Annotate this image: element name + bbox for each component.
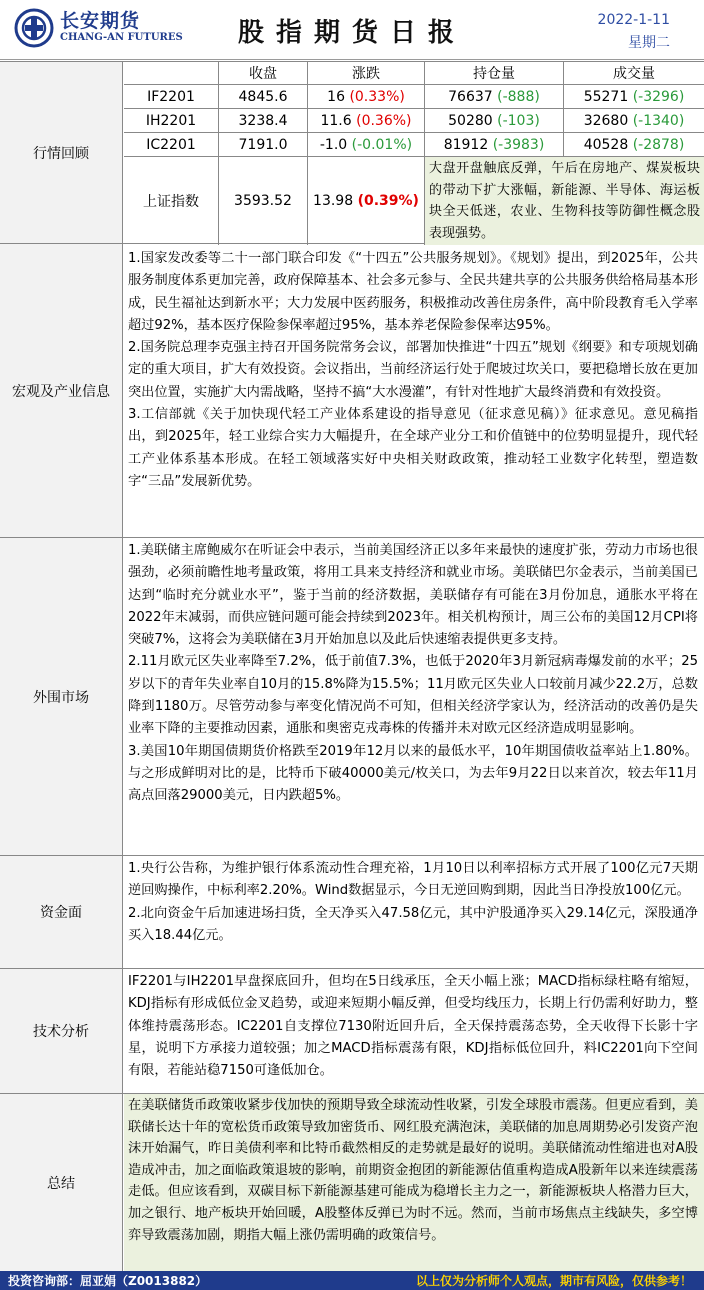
close-value: 4845.6 — [219, 85, 308, 109]
paragraph: 2.国务院总理李克强主持召开国务院常务会议，部署加快推进“十四五”规划《纲要》和专项规划确定的重大项目，扩大有效投资。会议指出，当前经济运行处于爬坡过坎关口，要把稳增长放在更加突出位置，实施扩大内需战略，坚持不搞“大水漫灌”，有针对性地扩大最终消费和有效投资。 — [128, 340, 698, 400]
section-label: 技术分析 — [0, 969, 123, 1093]
paragraph: 1.美联储主席鲍威尔在听证会中表示，当前美国经济正以多年来最快的速度扩张，劳动力市场也很强劲，必须前瞻性地考量政策，将用工具来支持经济和就业市场。美联储巴尔金表示，当前美国已达到“临时充分就业水平”，鉴于当前的经济数据，美联储存有可能在3月份加息，通胀水平将在2022年末减弱，而供应链问题可能会持续到2023年。相关机构预计，周三公布的美国12月CPI将突破7%，这将会为美联储在3月开始加息以及此后快速缩表提供更多支持。 — [128, 543, 698, 648]
report-weekday: 星期二 — [628, 35, 670, 51]
paragraph: 3.工信部就《关于加快现代轻工产业体系建设的指导意见（征求意见稿）》征求意见。意见稿指出，到2025年，轻工业综合实力大幅提升，在全球产业分工和价值链中的位势明显提升，现代轻工产业体系基本形成。在轻工领域落实好中央相关财政政策，推动轻工业数字化转型，塑造数字“三品”发展新优势。 — [128, 407, 698, 489]
report-date: 2022-1-11 — [597, 12, 670, 28]
contract-name: IH2201 — [124, 109, 219, 133]
report-title: 股指期货日报 — [237, 18, 466, 48]
index-change-cell — [308, 157, 425, 245]
column-header-oi: 持仓量 — [425, 62, 564, 85]
section-label: 资金面 — [0, 856, 123, 968]
paragraph: IF2201与IH2201早盘探底回升，但均在5日线承压，全天小幅上涨；MACD指标绿柱略有缩短，KDJ指标有形成低位金叉趋势，或迎来短期小幅反弹，但受均线压力，长期上行仍需利好助力，整体维持震荡形态。IC2201自支撑位7130附近回升后，全天保持震荡态势，全天收得下长影十字星，说明下方承接力道较强；加之MACD指标震荡有限，KDJ指标低位回升，料IC2201向下空间有限，若能站稳7150可逢低加仓。 — [128, 974, 698, 1079]
section-content — [124, 244, 704, 537]
volume-change: (-1340) — [632, 112, 685, 129]
section-content — [124, 538, 704, 855]
volume-value: 32680 — [583, 112, 629, 129]
section-content — [124, 969, 704, 1093]
change-value: 16 — [327, 88, 345, 105]
paragraph: 3.美国10年期国债期货价格跌至2019年12月以来的最低水平，10年期国债收益率站上1.80%。与之形成鲜明对比的是，比特币下破40000美元/枚关口，为去年9月22日以来首次，较去年11月高点回落29000美元，日内跌超5%。 — [128, 743, 698, 804]
contract-name: IC2201 — [124, 133, 219, 157]
section-overseas — [0, 538, 704, 856]
oi-change: (-103) — [497, 112, 540, 129]
section-funds — [0, 856, 704, 969]
volume-value: 55271 — [583, 88, 629, 105]
paragraph: 2.北向资金午后加速进场扫货，全天净买入47.58亿元，其中沪股通净买入29.14亿元，深股通净买入18.44亿元。 — [128, 905, 698, 943]
section-content — [124, 856, 704, 968]
company-logo-icon — [14, 8, 54, 48]
section-label: 外围市场 — [0, 538, 123, 855]
column-header-close: 收盘 — [219, 62, 308, 85]
section-summary — [0, 1094, 704, 1271]
market-table — [124, 62, 704, 245]
change-pct: (0.33%) — [349, 88, 405, 105]
analyst-info: 投资咨询部：屈亚娟（Z0013882） — [8, 1274, 208, 1288]
section-technical — [0, 969, 704, 1094]
paragraph: 1.国家发改委等二十一部门联合印发《“十四五”公共服务规划》。《规划》提出，到2025年，公共服务制度体系更加完善，政府保障基本、社会多元参与、全民共建共享的公共服务供给格局基本形成，民生福祉达到新水平；大力发展中医药服务，积极推动改善住房条件，高中阶段教育毛入学率超过92%，基本医疗保险参保率超过95%，基本养老保险参保率达95%。 — [128, 251, 698, 333]
volume-change: (-2878) — [632, 136, 685, 153]
section-label: 宏观及产业信息 — [0, 244, 123, 537]
close-value: 3238.4 — [219, 109, 308, 133]
oi-cell — [425, 109, 564, 133]
change-pct: (-0.01%) — [351, 136, 413, 153]
report-footer — [0, 1271, 704, 1290]
column-header-change: 涨跌 — [308, 62, 425, 85]
oi-cell — [425, 85, 564, 109]
change-pct: (0.36%) — [356, 112, 412, 129]
section-label: 总结 — [0, 1094, 123, 1271]
change-value: -1.0 — [319, 136, 348, 153]
company-name-en: CHANG-AN FUTURES — [60, 32, 183, 43]
index-change: 13.98 — [313, 193, 354, 209]
change-cell — [308, 109, 425, 133]
volume-cell — [564, 109, 704, 133]
paragraph: 2.11月欧元区失业率降至7.2%，低于前值7.3%，也低于2020年3月新冠病毒爆发前的水平；25岁以下的青年失业率自10月的15.8%降为15.5%；11月欧元区失业人口较前月减少22.2万，总数降到1180万。尽管劳动参与率变化情况尚不可知，但相关经济学家认为，经济活动的改善仍是失业率下降的主要推动因素，通胀和奥密克戎毒株的传播并未对欧元区经济造成明显影响。 — [128, 654, 698, 737]
section-content — [124, 1094, 704, 1271]
table-header-blank — [124, 62, 219, 85]
index-change-pct: (0.39%) — [357, 193, 419, 209]
volume-cell — [564, 85, 704, 109]
company-name-cn: 长安期货 — [60, 10, 141, 32]
volume-change: (-3296) — [632, 88, 685, 105]
oi-change: (-888) — [497, 88, 540, 105]
contract-name: IF2201 — [124, 85, 219, 109]
section-market-review — [0, 61, 704, 244]
close-value: 7191.0 — [219, 133, 308, 157]
volume-cell — [564, 133, 704, 157]
section-label: 行情回顾 — [0, 62, 123, 243]
volume-value: 40528 — [583, 136, 629, 153]
change-value: 11.6 — [320, 112, 352, 129]
market-comment: 大盘开盘触底反弹，午后在房地产、煤炭板块的带动下扩大涨幅，新能源、半导体、海运板块全天低迷，农业、生物科技等防御性概念股表现强势。 — [425, 157, 704, 245]
oi-change: (-3983) — [492, 136, 545, 153]
oi-cell — [425, 133, 564, 157]
disclaimer: 以上仅为分析师个人观点，期市有风险，仅供参考！ — [415, 1274, 692, 1288]
oi-value: 50280 — [448, 112, 493, 129]
oi-value: 81912 — [443, 136, 489, 153]
section-macro — [0, 244, 704, 538]
report-header — [0, 0, 704, 60]
index-name: 上证指数 — [124, 157, 219, 245]
paragraph: 在美联储货币政策收紧步伐加快的预期导致全球流动性收紧，引发全球股市震荡。但更应看到，美联储长达十年的宽松货币政策导致加密货币、网红股充满泡沫，美联储的加息周期势必引发资产泡沫开始漏气，昨日美债利率和比特币截然相反的走势就是最好的说明。美联储流动性缩进也对A股造成冲击，加之面临政策退坡的影响，前期资金抱团的新能源估值重构造成A股新年以来连续震荡走低。但应该看到，双碳目标下新能源基建可能成为稳增长主力之一，新能源板块人格潜力巨大，加之银行、地产板块开始回暖，A股整体反弹已为时不远。然而，当前市场焦点主线缺失，多空博弈导致震荡加剧，期指大幅上涨仍需明确的政策信号。 — [128, 1098, 698, 1243]
column-header-volume: 成交量 — [564, 62, 704, 85]
index-close: 3593.52 — [219, 157, 308, 245]
paragraph: 1.央行公告称，为维护银行体系流动性合理充裕，1月10日以利率招标方式开展了100亿元7天期逆回购操作，中标利率2.20%。Wind数据显示，今日无逆回购到期，因此当日净投放100亿元。 — [128, 861, 698, 899]
change-cell — [308, 85, 425, 109]
change-cell — [308, 133, 425, 157]
oi-value: 76637 — [448, 88, 493, 105]
